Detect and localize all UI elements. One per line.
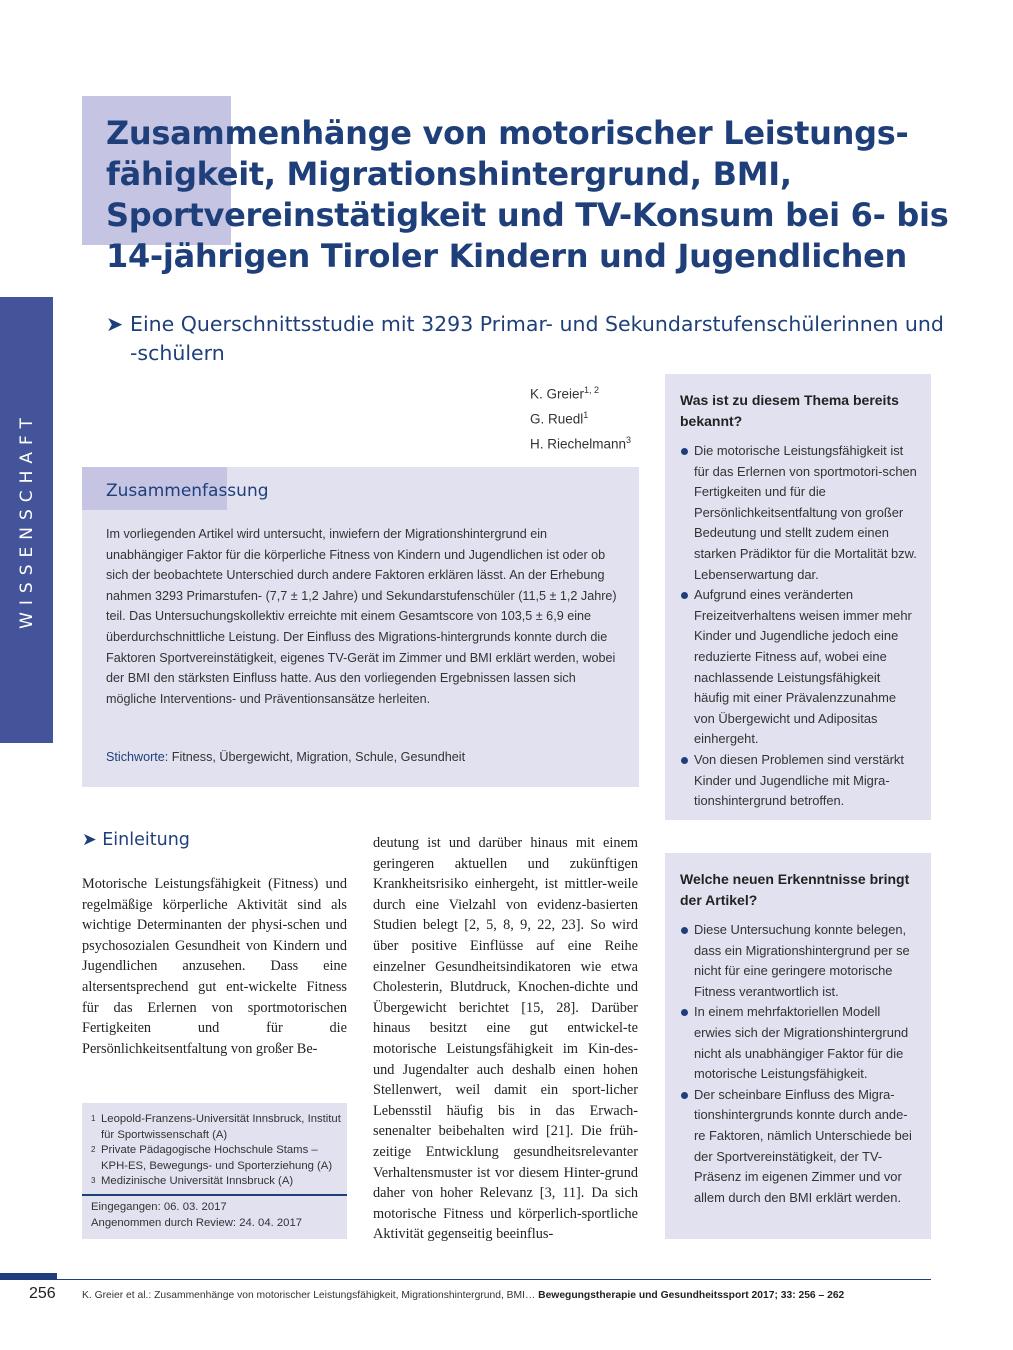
section-label: WISSENSCHAFT <box>17 411 37 629</box>
journal-name: Bewegungstherapie und Gesundheitssport 2017; 33: 256 – 262 <box>538 1290 845 1301</box>
affiliation: 3 Medizinische Universität Innsbruck (A) <box>91 1175 294 1187</box>
body-text-column-1: Motorische Leistungsfähigkeit (Fitness) und regelmäßige körperliche Aktivität sind als wichtige Determinanten der physi-schen und psychosozialen Gesundheit von Kindern und Jugendlichen anzusehen. Dass eine altersentsprechend gut ent-wickelte Fitness für das Erlernen von sportmotorischen Fertigkeiten und für die Persönlichkeitsentfaltung von großer Be- <box>82 876 347 1057</box>
affiliations-box <box>82 1103 347 1196</box>
affiliation-list <box>91 1112 347 1190</box>
section-heading-intro <box>82 830 190 850</box>
keywords-list: Fitness, Übergewicht, Migration, Schule, Gesundheit <box>171 750 466 764</box>
dates-box <box>82 1196 347 1239</box>
list-item: Die motorische Leistungsfähigkeit ist für das Erlernen von sportmotori-schen Fertigkeiten und für die Persönlichkeitsentfaltung von großer Bedeutung und stellt zudem einen starken Prädiktor für die Mortalität bzw. Lebenserwartung dar. <box>680 441 918 585</box>
article-subtitle <box>106 310 956 368</box>
author-list <box>530 380 631 455</box>
abstract-text: Im vorliegenden Artikel wird untersucht, inwiefern der Migrationshintergrund ein unabhängiger Faktor für die körperliche Fitness von Kindern und Jugendlichen ist oder ob sich der beobachtete Unterschied durch andere Faktoren erklären lässt. An der Erhebung nahmen 3293 Primarstufen- (7,7 ± 1,2 Jahre) und Sekundarstufenschüler (11,5 ± 1,2 Jahre) teil. Das Untersuchungskollektiv erreichte mit einem Gesamtscore von 103,5 ± 6,9 eine überdurchschnittliche Leistung. Der Einfluss des Migrations-hintergrunds konnte durch die Faktoren Sportvereinstätigkeit, eigenes TV-Gerät im Zimmer und BMI erklärt werden, wobei der BMI den stärksten Einfluss hatte. Aus den vorliegenden Ergebnissen lassen sich mögliche Interventions- und Präventionsansätze herleiten. <box>106 527 617 706</box>
author: H. Riechelmann$^3$ <box>530 435 632 452</box>
affiliation: 2 Private Pädagogische Hochschule Stams – KPH-ES, Bewegungs- und Sporterziehung (A) <box>91 1144 333 1172</box>
dates <box>91 1200 302 1231</box>
citation-text: K. Greier et al.: Zusammenhänge von motorischer Leistungsfähigkeit, Migrationshintergrund, BMI… <box>82 1290 539 1301</box>
bullet-icon <box>681 592 688 599</box>
affiliation: 1 Leopold-Franzens-Universität Innsbruck, Institut für Sportwissenschaft (A) <box>91 1113 341 1141</box>
footer-accent-bar <box>0 1273 57 1280</box>
section-heading-text: Einleitung <box>102 830 190 850</box>
bullet-icon <box>681 448 688 455</box>
known-facts-list <box>680 441 918 812</box>
list-item: Der scheinbare Einfluss des Migra-tionshintergrunds konnte durch ande-re Faktoren, nämlich Unterschiede bei der Sportvereinstätigkeit, der TV-Präsenz im eigenen Zimmer und vor allem durch den BMI erklärt werden. <box>680 1085 918 1209</box>
list-item: In einem mehrfaktoriellen Modell erwies sich der Migrationshintergrund nicht als unabhängiger Faktor für die motorische Leistungsfähigkeit. <box>680 1002 918 1084</box>
bullet-icon <box>681 1009 688 1016</box>
arrow-icon: ➤ <box>106 312 124 336</box>
page-number: 256 <box>29 1285 56 1302</box>
new-findings-box <box>665 853 931 1239</box>
abstract-heading: Zusammenfassung <box>106 481 269 501</box>
bullet-icon <box>681 1092 688 1099</box>
received-date: Eingegangen: 06. 03. 2017 <box>91 1201 227 1213</box>
keywords-label: Stichworte: <box>106 750 169 764</box>
author: K. Greier$^{1, 2}$ <box>530 385 600 402</box>
author: G. Ruedl$^1$ <box>530 410 589 427</box>
new-findings-list <box>680 920 918 1208</box>
body-text-column-2: deutung ist und darüber hinaus mit einem geringeren aktuellen und zukünftigen Krankheitsrisiko einhergeht, ist mittler-weile durch eine Vielzahl von evidenz-basierten Studien belegt [2, 5, 8, 9, 22, 23]. So wird über positive Einflüsse auf eine Reihe einzelner Gesundheitsindikatoren wie etwa Cholesterin, Blutdruck, Knochen-dichte und Übergewicht berichtet [15, 28]. Darüber hinaus besitzt eine gut entwickel-te motorische Leistungsfähigkeit im Kin-des- und Jugendalter auch deshalb einen hohen Stellenwert, weil damit ein sport-licher Lebensstil häufig bis in das Erwach-senenalter beibehalten wird [21]. Die früh-zeitige Entwicklung gesundheitsrelevanter Verhaltensmuster ist vor diesem Hinter-grund daher von hoher Relevanz [3, 11]. Da sich motorische Fitness und körperlich-sportliche Aktivität gegenseitig beeinflus- <box>373 835 638 1243</box>
known-facts-box <box>665 374 931 820</box>
bullet-icon <box>681 757 688 764</box>
list-item: Von diesen Problemen sind verstärkt Kinder und Jugendliche mit Migra-tionshintergrund betroffen. <box>680 750 918 812</box>
subtitle-text: Eine Querschnittsstudie mit 3293 Primar- und Sekundarstufenschülerinnen und -schülern <box>130 312 944 365</box>
arrow-icon: ➤ <box>82 830 97 850</box>
accepted-date: Angenommen durch Review: 24. 04. 2017 <box>91 1216 303 1229</box>
article-title: Zusammenhänge von motorischer Leistungs-fähigkeit, Migrationshintergrund, BMI, Sportvereinstätigkeit und TV-Konsum bei 6- bis 14-jährigen Tiroler Kindern und Jugendlichen <box>106 114 949 275</box>
footer-citation <box>82 1290 844 1301</box>
list-item: Aufgrund eines veränderten Freizeitverhaltens weisen immer mehr Kinder und Jugendliche jedoch eine reduzierte Fitness auf, wobei eine nachlassende Leistungsfähigkeit häufig mit einer Prävalenzzunahme von Übergewicht und Adipositas einhergeht. <box>680 585 918 750</box>
known-facts-heading: Was ist zu diesem Thema bereits bekannt? <box>680 392 899 429</box>
list-item: Diese Untersuchung konnte belegen, dass ein Migrationshintergrund per se nicht für eine geringere motorische Fitness verantwortlich ist. <box>680 920 918 1002</box>
keywords <box>106 750 626 764</box>
footer-divider <box>57 1279 931 1280</box>
new-findings-heading: Welche neuen Erkenntnisse bringt der Artikel? <box>680 871 910 908</box>
bullet-icon <box>681 927 688 934</box>
